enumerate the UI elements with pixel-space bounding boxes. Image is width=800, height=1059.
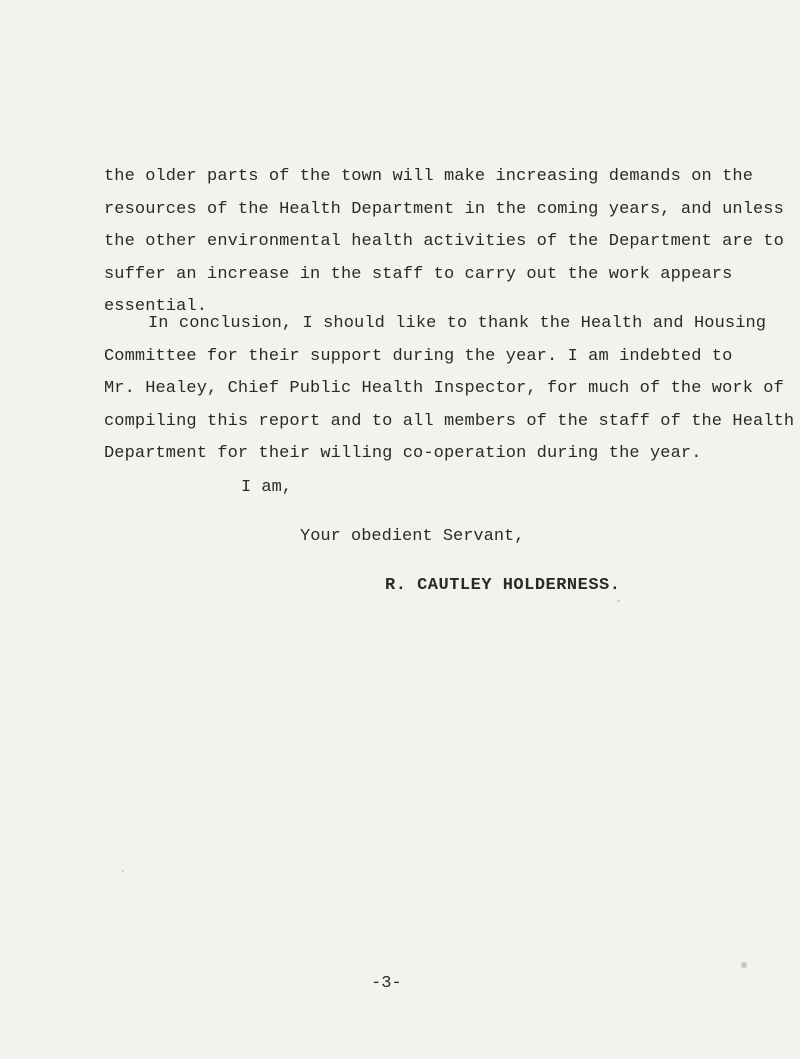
- signature-name: R. CAUTLEY HOLDERNESS.: [385, 576, 621, 595]
- closing-valediction: Your obedient Servant,: [300, 527, 525, 546]
- paragraph-conclusion: [104, 308, 795, 471]
- text-line: compiling this report and to all members of the staff of the Health: [104, 411, 795, 431]
- page-number: -3-: [371, 974, 402, 993]
- text-line: suffer an increase in the staff to carry out the work appears: [104, 264, 733, 284]
- text-line: In conclusion, I should like to thank the Health and Housing: [148, 314, 767, 333]
- text-line: essential.: [104, 297, 208, 316]
- text-line: Mr. Healey, Chief Public Health Inspector, for much of the work of: [104, 379, 784, 398]
- paper-speck: [617, 600, 620, 602]
- text-line: resources of the Health Department in the coming years, and unless: [104, 199, 784, 219]
- closing-i-am: I am,: [241, 478, 293, 497]
- text-line: the older parts of the town will make increasing demands on the: [104, 167, 754, 186]
- text-line: the other environmental health activities of the Department are to: [104, 232, 784, 251]
- paper-speck: [122, 870, 124, 872]
- text-line: Department for their willing co-operation during the year.: [104, 444, 702, 463]
- paper-speck: [741, 962, 747, 968]
- text-line: Committee for their support during the year. I am indebted to: [104, 346, 733, 366]
